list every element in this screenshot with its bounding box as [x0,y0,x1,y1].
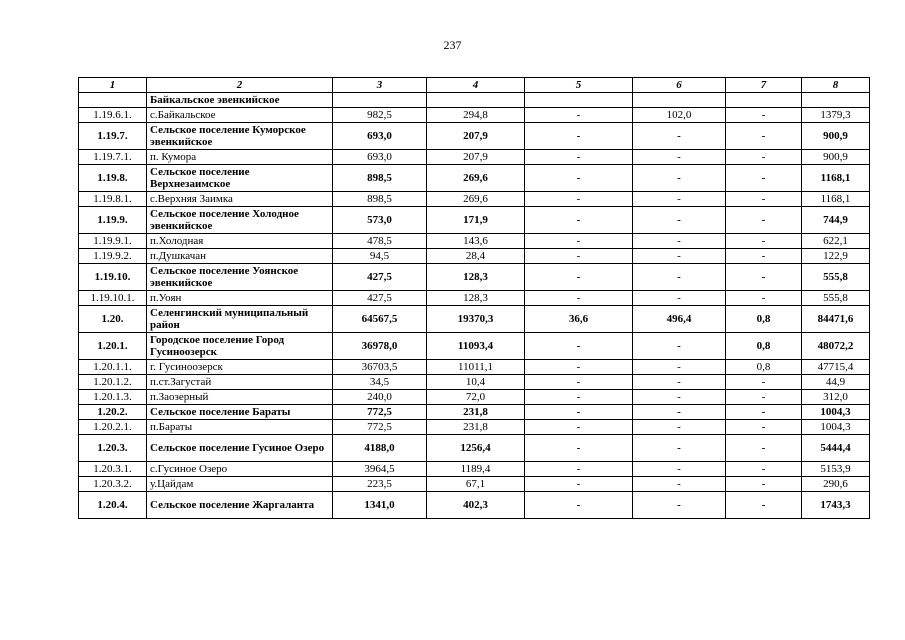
page-number: 237 [443,38,462,52]
value-cell-3: 898,5 [333,165,427,192]
value-cell-3: 573,0 [333,207,427,234]
row-code-cell: 1.19.9.2. [79,249,147,264]
value-cell-8: 5153,9 [802,462,870,477]
table-row [79,435,870,462]
value-cell-5: - [525,249,633,264]
value-cell-3: 898,5 [333,192,427,207]
row-code-cell: 1.20.4. [79,492,147,519]
value-cell-4: 231,8 [427,420,525,435]
value-cell-3: 36978,0 [333,333,427,360]
value-cell-7: - [726,435,802,462]
value-cell-8: 290,6 [802,477,870,492]
value-cell-5: - [525,333,633,360]
value-cell-3: 64567,5 [333,306,427,333]
table-row [79,291,870,306]
value-cell-7: - [726,264,802,291]
value-cell-7: - [726,405,802,420]
row-code-cell: 1.20.1.1. [79,360,147,375]
column-header: 8 [802,78,870,93]
value-cell-7: - [726,492,802,519]
value-cell-3: 4188,0 [333,435,427,462]
row-code-cell: 1.20.3.1. [79,462,147,477]
row-code-cell [79,93,147,108]
value-cell-3: 36703,5 [333,360,427,375]
table-row [79,462,870,477]
column-header: 1 [79,78,147,93]
table-row [79,165,870,192]
value-cell-7: - [726,234,802,249]
table-row [79,477,870,492]
value-cell-6: - [633,333,726,360]
row-code-cell: 1.19.7. [79,123,147,150]
value-cell-7: 0,8 [726,333,802,360]
value-cell-5: - [525,477,633,492]
value-cell-4: 207,9 [427,123,525,150]
value-cell-6 [633,93,726,108]
value-cell-8 [802,93,870,108]
table-row [79,150,870,165]
value-cell-8: 84471,6 [802,306,870,333]
table-row [79,375,870,390]
row-code-cell: 1.20.1.2. [79,375,147,390]
value-cell-6: - [633,462,726,477]
row-name-cell: п.ст.Загустай [147,375,333,390]
value-cell-7: - [726,420,802,435]
column-header: 6 [633,78,726,93]
value-cell-4: 19370,3 [427,306,525,333]
row-name-cell: Сельское поселение Куморское эвенкийское [147,123,333,150]
value-cell-7: - [726,249,802,264]
row-name-cell: п.Холодная [147,234,333,249]
value-cell-3: 240,0 [333,390,427,405]
row-name-cell: Селенгинский муниципальный район [147,306,333,333]
value-cell-5: - [525,234,633,249]
value-cell-3: 427,5 [333,291,427,306]
table-row [79,249,870,264]
value-cell-6: 496,4 [633,306,726,333]
value-cell-4: 72,0 [427,390,525,405]
row-name-cell: п.Бараты [147,420,333,435]
row-name-cell: с.Гусиное Озеро [147,462,333,477]
column-header: 4 [427,78,525,93]
value-cell-3: 3964,5 [333,462,427,477]
value-cell-7: 0,8 [726,360,802,375]
value-cell-7: - [726,207,802,234]
value-cell-5: - [525,390,633,405]
table-row [79,333,870,360]
row-name-cell: с.Байкальское [147,108,333,123]
value-cell-7: - [726,291,802,306]
value-cell-8: 44,9 [802,375,870,390]
table-row [79,192,870,207]
value-cell-6: - [633,291,726,306]
value-cell-7: - [726,123,802,150]
value-cell-4: 269,6 [427,165,525,192]
value-cell-4: 11093,4 [427,333,525,360]
value-cell-6: - [633,360,726,375]
row-code-cell: 1.20.3. [79,435,147,462]
value-cell-6: 102,0 [633,108,726,123]
value-cell-6: - [633,264,726,291]
value-cell-4: 128,3 [427,291,525,306]
value-cell-6: - [633,405,726,420]
value-cell-5: - [525,360,633,375]
data-table [78,77,870,519]
table-row [79,306,870,333]
value-cell-4: 28,4 [427,249,525,264]
row-name-cell: Сельское поселение Гусиное Озеро [147,435,333,462]
value-cell-5: - [525,123,633,150]
value-cell-7: - [726,192,802,207]
value-cell-7: - [726,375,802,390]
value-cell-6: - [633,375,726,390]
value-cell-3: 982,5 [333,108,427,123]
value-cell-8: 1168,1 [802,165,870,192]
value-cell-7: - [726,390,802,405]
row-name-cell: п.Душкачан [147,249,333,264]
row-name-cell: с.Верхняя Заимка [147,192,333,207]
value-cell-8: 1379,3 [802,108,870,123]
value-cell-6: - [633,150,726,165]
value-cell-8: 48072,2 [802,333,870,360]
table-row [79,123,870,150]
value-cell-5: 36,6 [525,306,633,333]
row-code-cell: 1.19.10. [79,264,147,291]
value-cell-4: 269,6 [427,192,525,207]
value-cell-8: 47715,4 [802,360,870,375]
value-cell-4: 1189,4 [427,462,525,477]
value-cell-6: - [633,234,726,249]
row-code-cell: 1.19.9. [79,207,147,234]
table-row [79,420,870,435]
value-cell-8: 5444,4 [802,435,870,462]
value-cell-3: 427,5 [333,264,427,291]
value-cell-8: 122,9 [802,249,870,264]
value-cell-4: 67,1 [427,477,525,492]
value-cell-5: - [525,150,633,165]
value-cell-5 [525,93,633,108]
value-cell-5: - [525,405,633,420]
row-code-cell: 1.20.1.3. [79,390,147,405]
value-cell-4: 143,6 [427,234,525,249]
value-cell-3: 94,5 [333,249,427,264]
value-cell-6: - [633,123,726,150]
value-cell-8: 555,8 [802,264,870,291]
value-cell-7: - [726,150,802,165]
value-cell-8: 744,9 [802,207,870,234]
value-cell-3: 223,5 [333,477,427,492]
value-cell-4: 11011,1 [427,360,525,375]
table-row [79,405,870,420]
value-cell-6: - [633,492,726,519]
value-cell-5: - [525,435,633,462]
column-header: 5 [525,78,633,93]
row-code-cell: 1.20.2. [79,405,147,420]
value-cell-6: - [633,390,726,405]
row-name-cell: Сельское поселение Холодное эвенкийское [147,207,333,234]
row-code-cell: 1.19.8.1. [79,192,147,207]
value-cell-8: 1168,1 [802,192,870,207]
table-row [79,360,870,375]
row-name-cell: п. Кумора [147,150,333,165]
column-header: 7 [726,78,802,93]
value-cell-7: - [726,462,802,477]
row-name-cell: г. Гусиноозерск [147,360,333,375]
value-cell-3: 1341,0 [333,492,427,519]
value-cell-3: 693,0 [333,123,427,150]
value-cell-4: 402,3 [427,492,525,519]
row-name-cell: п.Уоян [147,291,333,306]
value-cell-3: 693,0 [333,150,427,165]
table-row [79,264,870,291]
value-cell-8: 900,9 [802,123,870,150]
row-code-cell: 1.20. [79,306,147,333]
value-cell-6: - [633,192,726,207]
value-cell-5: - [525,264,633,291]
value-cell-7: - [726,477,802,492]
value-cell-4: 171,9 [427,207,525,234]
row-name-cell: Городское поселение Город Гусиноозерск [147,333,333,360]
row-code-cell: 1.19.10.1. [79,291,147,306]
value-cell-8: 1743,3 [802,492,870,519]
row-name-cell: Сельское поселение Бараты [147,405,333,420]
row-code-cell: 1.19.9.1. [79,234,147,249]
value-cell-7: 0,8 [726,306,802,333]
value-cell-6: - [633,420,726,435]
row-name-cell: Сельское поселение Уоянское эвенкийское [147,264,333,291]
table-row [79,492,870,519]
value-cell-6: - [633,477,726,492]
row-name-cell: Сельское поселение Жаргаланта [147,492,333,519]
table-row [79,108,870,123]
value-cell-7: - [726,165,802,192]
value-cell-7: - [726,108,802,123]
row-code-cell: 1.20.2.1. [79,420,147,435]
value-cell-8: 622,1 [802,234,870,249]
row-name-cell: у.Цайдам [147,477,333,492]
value-cell-8: 900,9 [802,150,870,165]
value-cell-3: 772,5 [333,405,427,420]
value-cell-5: - [525,108,633,123]
table-row [79,207,870,234]
value-cell-8: 1004,3 [802,405,870,420]
value-cell-5: - [525,492,633,519]
table-row [79,390,870,405]
value-cell-4: 10,4 [427,375,525,390]
value-cell-4: 128,3 [427,264,525,291]
value-cell-6: - [633,207,726,234]
value-cell-5: - [525,207,633,234]
value-cell-3: 478,5 [333,234,427,249]
value-cell-5: - [525,192,633,207]
column-header: 2 [147,78,333,93]
value-cell-8: 312,0 [802,390,870,405]
column-header: 3 [333,78,427,93]
table-row [79,234,870,249]
row-name-cell: Байкальское эвенкийское [147,93,333,108]
table-row [79,93,870,108]
row-code-cell: 1.19.7.1. [79,150,147,165]
header-row [79,78,870,93]
row-code-cell: 1.20.3.2. [79,477,147,492]
value-cell-3: 34,5 [333,375,427,390]
value-cell-4: 231,8 [427,405,525,420]
value-cell-8: 555,8 [802,291,870,306]
value-cell-5: - [525,291,633,306]
value-cell-4 [427,93,525,108]
value-cell-4: 1256,4 [427,435,525,462]
value-cell-5: - [525,165,633,192]
row-code-cell: 1.20.1. [79,333,147,360]
value-cell-4: 294,8 [427,108,525,123]
value-cell-6: - [633,249,726,264]
value-cell-7 [726,93,802,108]
value-cell-3: 772,5 [333,420,427,435]
row-name-cell: п.Заозерный [147,390,333,405]
value-cell-5: - [525,375,633,390]
value-cell-6: - [633,435,726,462]
row-code-cell: 1.19.6.1. [79,108,147,123]
value-cell-6: - [633,165,726,192]
row-name-cell: Сельское поселение Верхнезаимское [147,165,333,192]
value-cell-4: 207,9 [427,150,525,165]
row-code-cell: 1.19.8. [79,165,147,192]
value-cell-5: - [525,420,633,435]
value-cell-5: - [525,462,633,477]
value-cell-8: 1004,3 [802,420,870,435]
value-cell-3 [333,93,427,108]
